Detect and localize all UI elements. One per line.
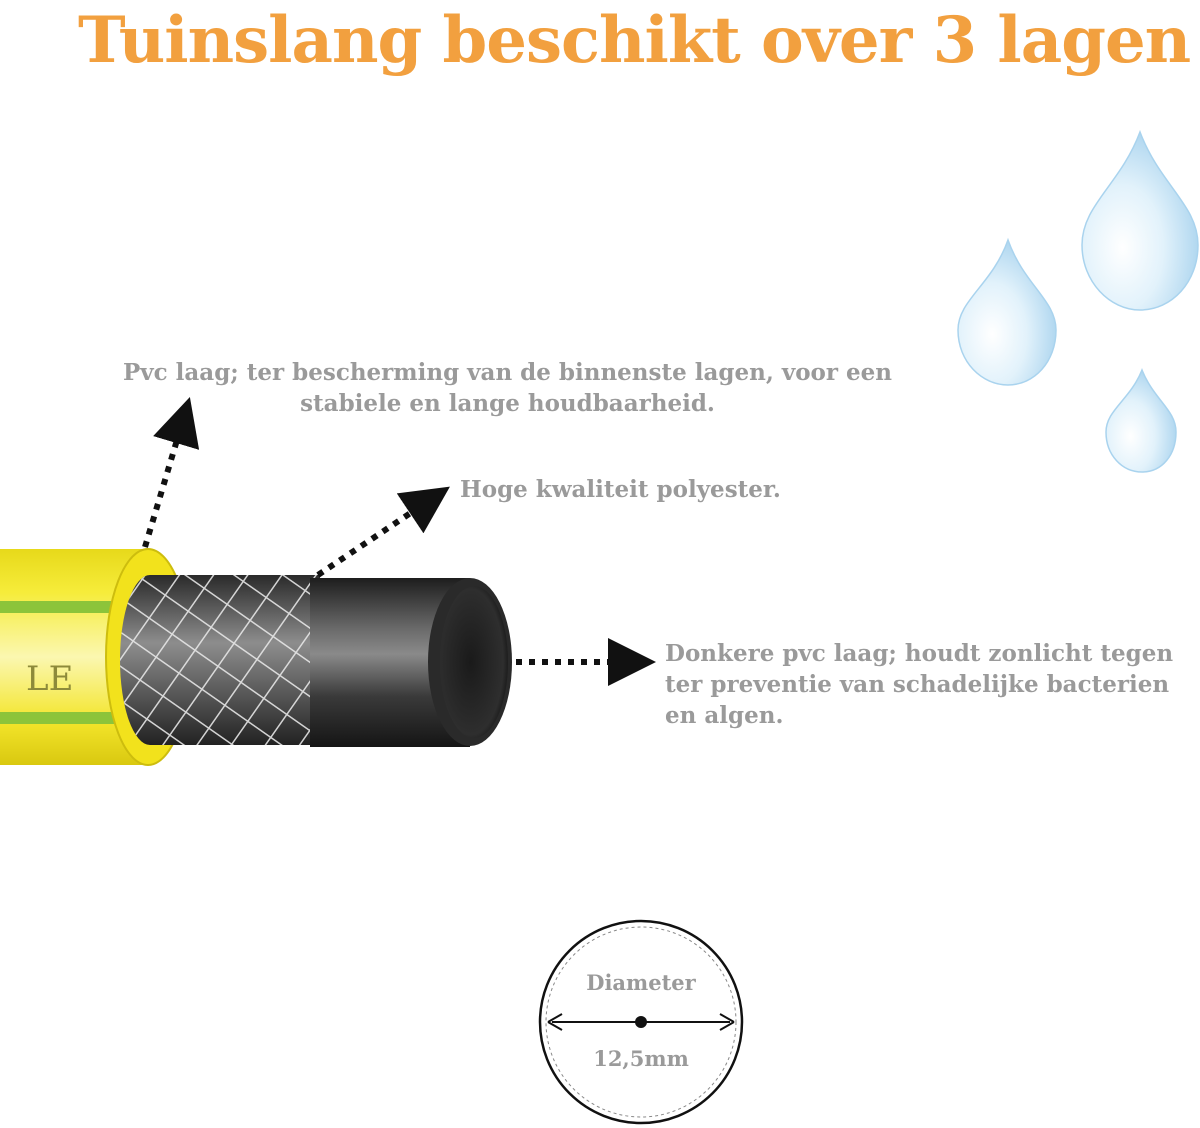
water-drop-icon xyxy=(958,132,1198,472)
hose-inner-layer xyxy=(310,578,512,747)
diameter-value: 12,5mm xyxy=(593,1046,689,1071)
diameter-circle-icon xyxy=(540,921,742,1123)
diameter-label: Diameter xyxy=(586,970,696,995)
hose-middle-layer xyxy=(120,575,320,745)
outer-layer-label: Pvc laag; ter bescherming van de binnenste lagen, voor een stabiele en lange houdbaarheid. xyxy=(122,359,892,417)
page-title: Tuinslang beschikt over 3 lagen xyxy=(78,3,1191,78)
hose-print: LE xyxy=(26,659,74,699)
inner-layer-label: Donkere pvc laag; houdt zonlicht tegen ter preventie van schadelijke bacterien en algen. xyxy=(665,640,1174,729)
middle-layer-label: Hoge kwaliteit polyester. xyxy=(460,476,781,503)
